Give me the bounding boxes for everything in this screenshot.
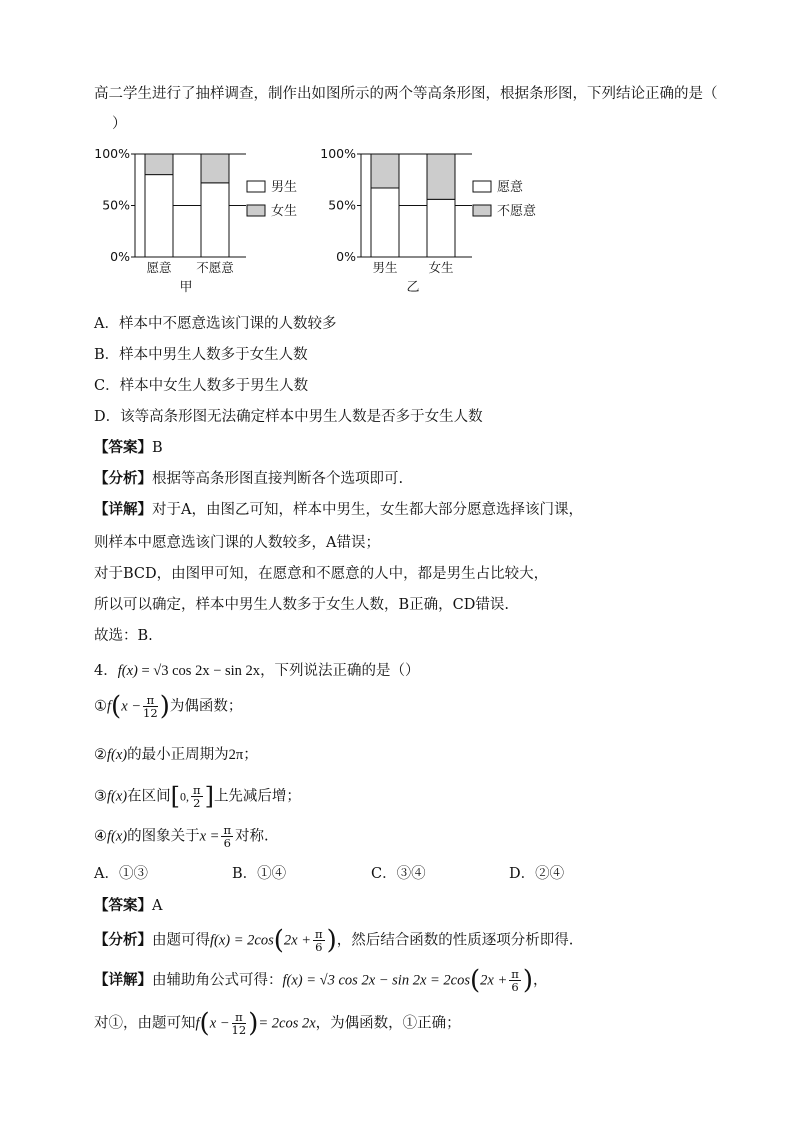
chart1-bar-愿意 (427, 199, 455, 257)
chart0-legend-label: 女生 (271, 204, 298, 219)
q3-option-c: C．样本中女生人数多于男生人数 (94, 378, 309, 394)
fx-symbol: f(x) (107, 788, 128, 805)
circled-one: ① (94, 698, 107, 715)
analysis-text: 根据等高条形图直接判断各个选项即可. (152, 471, 404, 487)
fraction-pi-6: $\frac{\pi}{6}$ (315, 927, 323, 954)
statement-2-text: 的最小正周期为 (127, 747, 229, 763)
two-pi: 2π (228, 747, 244, 763)
detail-tag: 【详解】 (94, 971, 152, 989)
q4-stem-tail: ，下列说法正确的是（） (260, 663, 420, 679)
fraction-pi-12: $\frac{\pi}{12}$ (231, 1010, 247, 1037)
q4-option-c: C．③④ (371, 866, 426, 882)
detail-text: 对于A，由图乙可知，样本中男生，女生都大部分愿意选择该门课， (152, 502, 583, 518)
q3-option-d: D．该等高条形图无法确定样本中男生人数是否多于女生人数 (94, 409, 483, 425)
answer-value: A (152, 898, 163, 914)
q3-detail-line1 (94, 498, 583, 519)
q3-answer-line (94, 436, 163, 457)
answer-tag: 【答案】 (94, 897, 152, 914)
statement-4-tail: 对称. (235, 828, 269, 845)
fx-symbol: f(x) (107, 828, 128, 845)
q4-last-line: 对①，由题可知f(x − $\frac{\pi}{12}$ )= 2cos 2x，为偶函数，①正确； (94, 1008, 461, 1039)
q4-stem (94, 659, 420, 680)
inner-expr: x − (121, 698, 142, 715)
q3-option-b: B．样本中男生人数多于女生人数 (94, 347, 308, 363)
chart0-bar-女生 (201, 154, 229, 183)
chart0-legend-label: 男生 (271, 180, 298, 195)
q4-statement-4: ④f(x)的图象关于x = $\frac{\pi}{6}$ 对称. (94, 823, 269, 850)
chart0-category-label: 愿意 (146, 260, 172, 275)
q3-detail-line3: 对于BCD，由图甲可知，在愿意和不愿意的人中，都是男生占比较大， (94, 566, 549, 582)
chart0-bar-女生 (145, 154, 173, 175)
q4-fx: f(x) (117, 663, 138, 679)
chart1-bar-不愿意 (371, 154, 399, 188)
chart1-category-label: 女生 (428, 260, 454, 275)
chart1-ytick-label: 100% (320, 146, 356, 161)
q4-option-b: B．①④ (232, 866, 287, 882)
q4-answer-line (94, 894, 162, 915)
chart1-ytick-label: 50% (328, 197, 356, 213)
chart1-legend-swatch (473, 181, 491, 192)
circled-four: ④ (94, 828, 107, 845)
chart1-category-label: 男生 (372, 260, 398, 275)
chart1-legend-label: 不愿意 (497, 204, 537, 219)
q4-statement-1: ①f(x − $\frac{\pi}{12}$ )为偶函数； (94, 691, 243, 722)
analysis-tag: 【分析】 (94, 931, 152, 949)
chart0-legend-swatch (247, 205, 265, 216)
chart0-title: 甲 (179, 280, 193, 295)
q3-analysis-line (94, 467, 403, 488)
chart0-ytick-label: 100% (94, 146, 130, 161)
chart0-ytick-label: 50% (102, 197, 130, 213)
chart1-legend-swatch (473, 205, 491, 216)
q4-statement-2: ②f(x)的最小正周期为2π； (94, 747, 258, 763)
chart1-legend-label: 愿意 (497, 180, 524, 195)
q3-conclusion: 故选：B. (94, 628, 153, 644)
fraction-pi-6: $\frac{\pi}{6}$ (511, 967, 519, 994)
statement-4-mid: 的图象关于 (127, 828, 200, 845)
chart1-bar-愿意 (371, 188, 399, 257)
chart1-ytick-label: 0% (336, 249, 356, 264)
chart1-bar-不愿意 (427, 154, 455, 199)
detail-tag: 【详解】 (94, 501, 152, 518)
analysis-tag: 【分析】 (94, 470, 152, 487)
question-intro-line1: 高二学生进行了抽样调查，制作出如图所示的两个等高条形图，根据条形图，下列结论正确的是（ (94, 86, 718, 102)
chart1-title: 乙 (406, 280, 420, 295)
q3-option-a: A．样本中不愿意选该门课的人数较多 (94, 316, 337, 332)
chart0-bar-男生 (201, 183, 229, 257)
chart0-category-label: 不愿意 (196, 260, 234, 275)
chart0-ytick-label: 0% (110, 249, 130, 264)
q3-detail-line4: 所以可以确定，样本中男生人数多于女生人数，B正确，CD错误. (94, 597, 509, 613)
fraction-pi-6: $\frac{\pi}{6}$ (223, 823, 232, 850)
fraction-pi-12: $\frac{\pi}{12}$ (143, 693, 158, 720)
q4-option-d: D．②④ (509, 866, 565, 882)
statement-3-tail: 上先减后增； (213, 788, 301, 805)
statement-1-tail: 为偶函数； (169, 698, 243, 715)
q3-detail-line2: 则样本中愿意选该门课的人数较多，A错误； (94, 535, 380, 551)
q4-stem-expr: = √3 cos 2x − sin 2x (137, 663, 261, 679)
answer-tag: 【答案】 (94, 439, 152, 456)
q4-option-a: A．①③ (94, 866, 148, 882)
f-symbol: f (107, 698, 112, 715)
fx-symbol: f(x) (107, 747, 128, 763)
answer-value: B (152, 440, 163, 456)
circled-two: ② (94, 747, 107, 763)
q4-detail-line: 【详解】由辅助角公式可得：f(x) = √3 cos 2x − sin 2x = 2cos(2x + $\frac{\pi}{6}$ )， (94, 965, 548, 996)
statement-3-mid: 在区间 (127, 788, 171, 805)
chart0-legend-swatch (247, 181, 265, 192)
charts-figure (0, 140, 794, 300)
question-intro-line2: ） (112, 116, 127, 132)
chart0-bar-男生 (145, 175, 173, 257)
q4-number: 4． (94, 663, 118, 679)
q4-statement-3: ③f(x)在区间[0, $\frac{\pi}{2}$ ]上先减后增； (94, 782, 301, 811)
circled-three: ③ (94, 788, 107, 805)
fraction-pi-2: $\frac{\pi}{2}$ (193, 783, 201, 810)
q4-analysis-line: 【分析】由题可得f(x) = 2cos(2x + $\frac{\pi}{6}$ )，然后结合函数的性质逐项分析即得. (94, 925, 574, 956)
